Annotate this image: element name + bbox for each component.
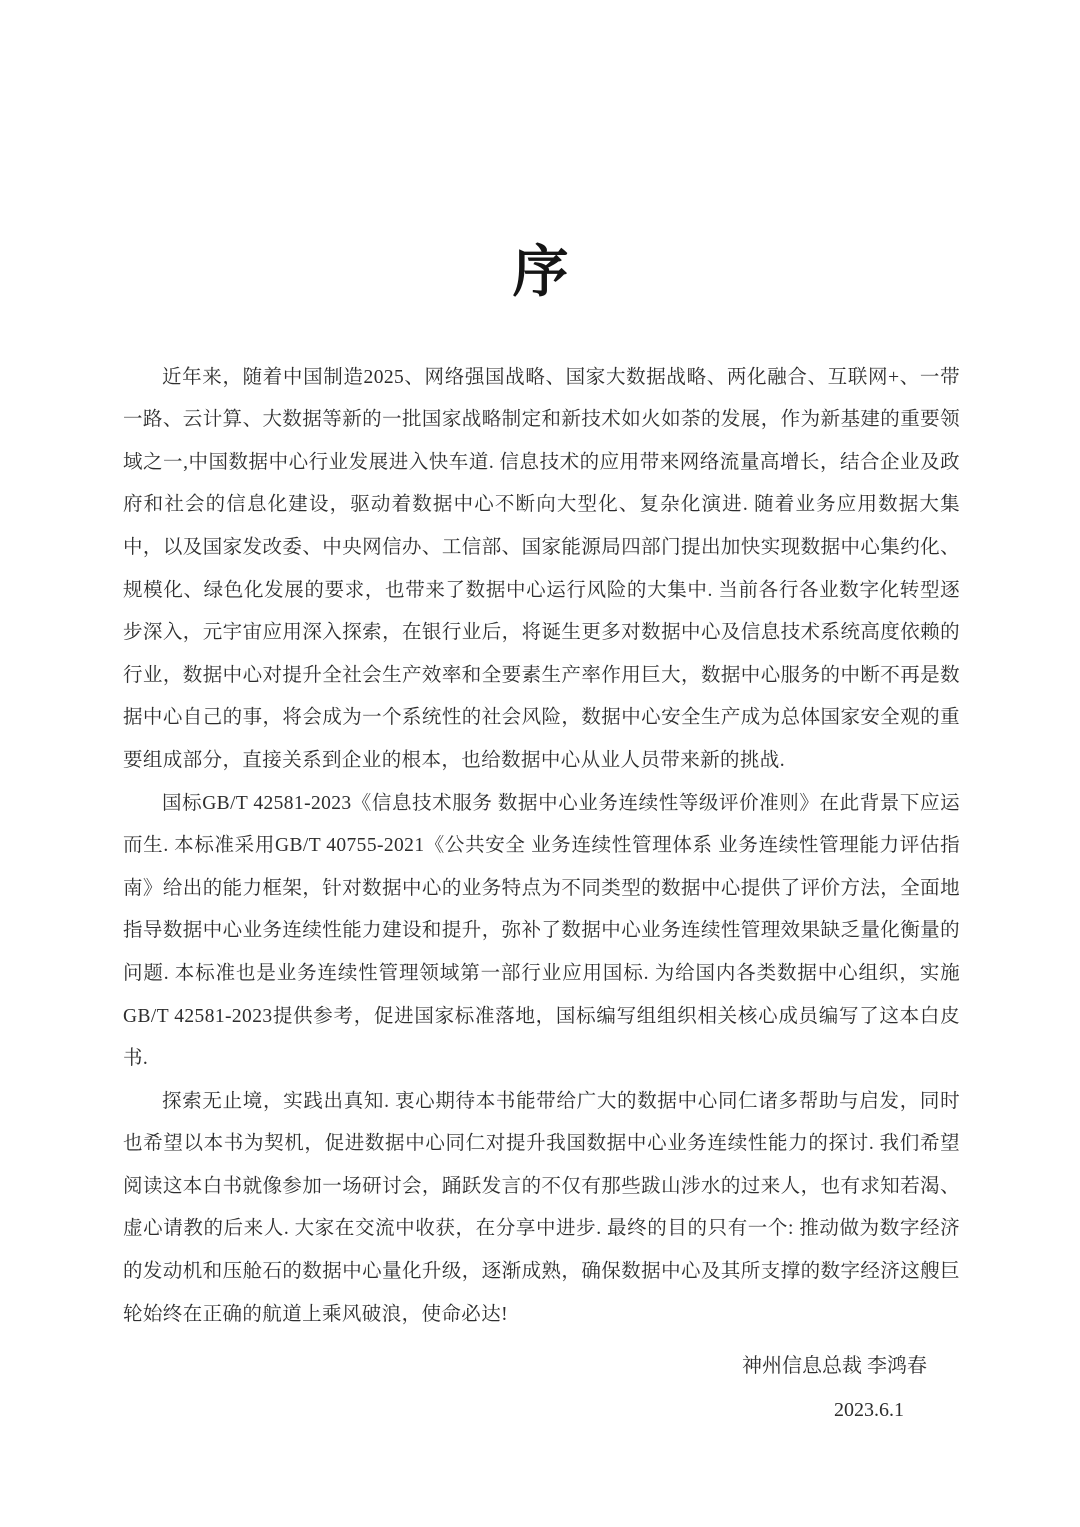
date-line: 2023.6.1	[834, 1399, 904, 1422]
signature-line: 神州信息总裁 李鸿春	[742, 1355, 927, 1378]
paragraph-1: 近年来，随着中国制造2025、网络强国战略、国家大数据战略、两化融合、互联网+、一带一路、云计算、大数据等新的一批国家战略制定和新技术如火如荼的发展，作为新基建的重要领域之一,中国数据中心行业发展进入快车道. 信息技术的应用带来网络流量高增长，结合企业及政府和社会的信息化建设，驱动着数据中心不断向大型化、复杂化演进. 随着业务应用数据大集中，以及国家发改委、中央网信办、工信部、国家能源局四部门提出加快实现数据中心集约化、规模化、绿色化发展的要求，也带来了数据中心运行风险的大集中. 当前各行各业数字化转型逐步深入，元宇宙应用深入探索，在银行业后，将诞生更多对数据中心及信息技术系统高度依赖的行业，数据中心对提升全社会生产效率和全要素生产率作用巨大，数据中心服务的中断不再是数据中心自己的事，将会成为一个系统性的社会风险，数据中心安全生产成为总体国家安全观的重要组成部分，直接关系到企业的根本，也给数据中心从业人员带来新的挑战.	[123, 366, 960, 771]
paragraph-3: 探索无止境，实践出真知. 衷心期待本书能带给广大的数据中心同仁诸多帮助与启发，同时也希望以本书为契机，促进数据中心同仁对提升我国数据中心业务连续性能力的探讨. 我们希望阅读这本白书就像参加一场研讨会，踊跃发言的不仅有那些跋山涉水的过来人，也有求知若渴、虚心请教的后来人. 大家在交流中收获，在分享中进步. 最终的目的只有一个: 推动做为数字经济的发动机和压舱石的数据中心量化升级，逐渐成熟，确保数据中心及其所支撑的数字经济这艘巨轮始终在正确的航道上乘风破浪，使命必达!	[123, 1090, 960, 1325]
preface-body	[123, 357, 960, 1337]
paragraph-2: 国标GB/T 42581-2023《信息技术服务 数据中心业务连续性等级评价准则》在此背景下应运而生. 本标准采用GB/T 40755-2021《公共安全 业务连续性管理体系 业务连续性管理能力评估指南》给出的能力框架，针对数据中心的业务特点为不同类型的数据中心提供了评价方法，全面地指导数据中心业务连续性能力建设和提升，弥补了数据中心业务连续性管理效果缺乏量化衡量的问题. 本标准也是业务连续性管理领域第一部行业应用国标. 为给国内各类数据中心组织，实施GB/T 42581-2023提供参考，促进国家标准落地，国标编写组组织相关核心成员编写了这本白皮书.	[123, 792, 960, 1070]
page-title: 序	[512, 242, 571, 304]
